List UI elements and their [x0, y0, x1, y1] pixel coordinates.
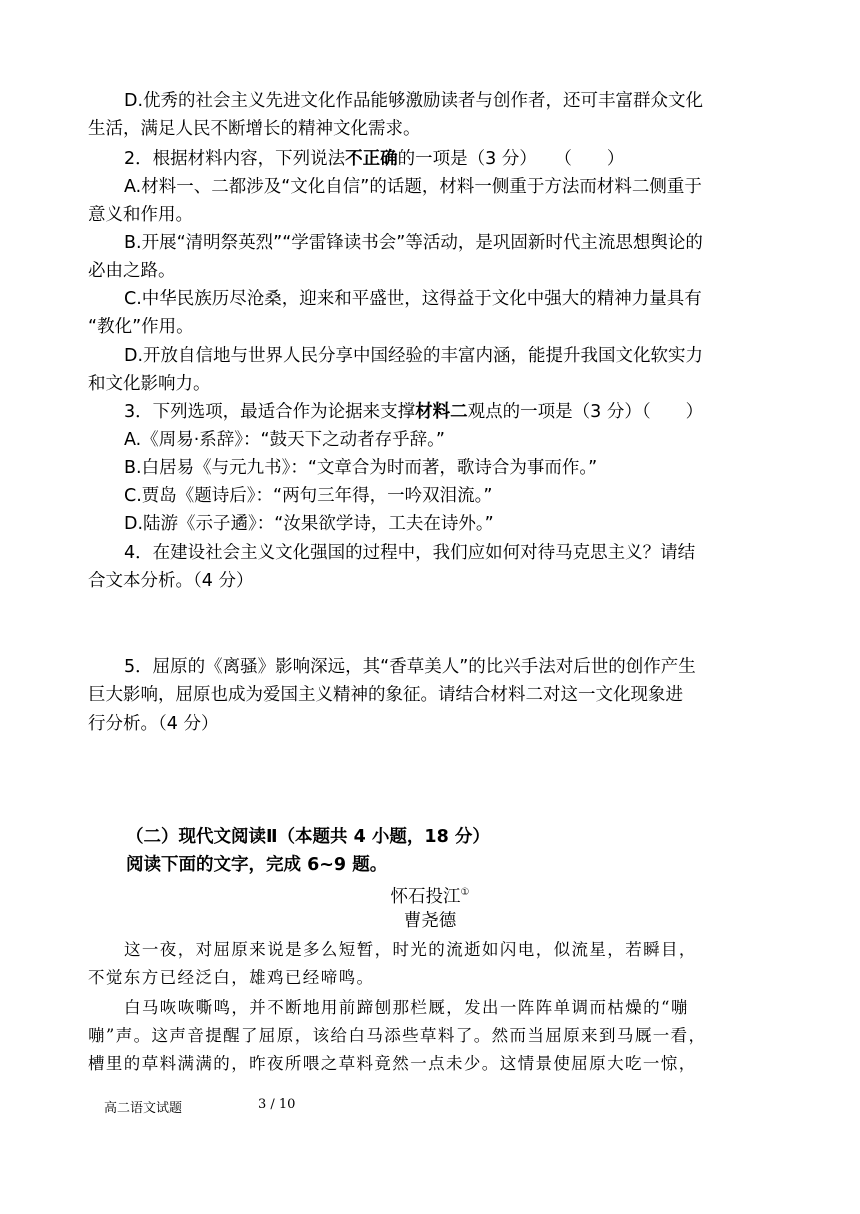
- footer-title: 高二语文试题: [104, 1101, 183, 1116]
- q3-stem-end: 观点的一项是（3 分）（ ）: [467, 402, 704, 422]
- article-paragraph-2-line2: 嘣”声。这声音提醒了屈原，该给白马添些草料了。然而当屈原来到马厩一看，: [88, 1026, 707, 1045]
- q2-stem-start: 2．根据材料内容，下列说法: [124, 149, 346, 169]
- q3-stem-emphasis: 材料二: [415, 402, 468, 422]
- q3-option-a: A.《周易·系辞》：“鼓天下之动者存乎辞。”: [124, 430, 445, 450]
- q2-option-c-line1: C.中华民族历尽沧桑，迎来和平盛世，这得益于文化中强大的精神力量具有: [124, 289, 702, 309]
- q2-stem-emphasis: 不正确: [345, 149, 398, 169]
- question-2: [124, 146, 624, 172]
- article-title: [0, 880, 860, 910]
- q2-option-b-line1: B.开展“清明祭英烈”“学雷锋读书会”等活动，是巩固新时代主流思想舆论的: [124, 233, 703, 253]
- q2-option-b-line2: 必由之路。: [88, 261, 176, 281]
- q1-option-d-line2: 生活，满足人民不断增长的精神文化需求。: [88, 119, 421, 139]
- article-title-text: 怀石投江: [390, 886, 461, 907]
- section-instruction: 阅读下面的文字，完成 6~9 题。: [126, 855, 388, 875]
- article-paragraph-1-line1: 这一夜，对屈原来说是多么短暂，时光的流逝如闪电，似流星，若瞬目，: [124, 940, 697, 959]
- q3-option-b: B.白居易《与元九书》：“文章合为时而著，歌诗合为事而作。”: [124, 458, 598, 478]
- article-paragraph-1-line2: 不觉东方已经泛白，雄鸡已经啼鸣。: [88, 968, 375, 987]
- q1-option-d-line1: D.优秀的社会主义先进文化作品能够激励读者与创作者，还可丰富群众文化: [124, 91, 704, 111]
- q3-stem-start: 3．下列选项，最适合作为论据来支撑: [124, 402, 416, 422]
- footer-page-number: 3 / 10: [258, 1097, 296, 1112]
- article-paragraph-2-line1: 白马咴咴嘶鸣，并不断地用前蹄刨那栏厩，发出一阵阵单调而枯燥的“嘣: [124, 998, 689, 1017]
- article-paragraph-2-line3: 槽里的草料满满的，昨夜所喂之草料竟然一点未少。这情景使屈原大吃一惊，: [88, 1054, 697, 1073]
- q2-option-a-line1: A.材料一、二都涉及“文化自信”的话题，材料一侧重于方法而材料二侧重于: [124, 177, 702, 197]
- question-5-line2: 巨大影响，屈原也成为爱国主义精神的象征。请结合材料二对这一文化现象进: [88, 685, 683, 705]
- q2-option-d-line1: D.开放自信地与世界人民分享中国经验的丰富内涵，能提升我国文化软实力: [124, 346, 704, 366]
- q2-option-a-line2: 意义和作用。: [88, 205, 193, 225]
- question-3: [124, 399, 703, 425]
- q2-stem-end: 的一项是（3 分） （ ）: [397, 149, 625, 169]
- question-5-line3: 行分析。（4 分）: [88, 714, 219, 734]
- question-4-line2: 合文本分析。（4 分）: [88, 571, 254, 591]
- q3-option-c: C.贾岛《题诗后》：“两句三年得，一吟双泪流。”: [124, 486, 493, 506]
- footnote-marker: ①: [460, 887, 470, 898]
- question-4-line1: 4．在建设社会主义文化强国的过程中，我们应如何对待马克思主义？请结: [124, 543, 696, 563]
- q3-option-d: D.陆游《示子遹》：“汝果欲学诗，工夫在诗外。”: [124, 514, 494, 534]
- q2-option-c-line2: “教化”作用。: [88, 317, 194, 337]
- article-author: 曹尧德: [403, 911, 457, 931]
- q2-option-d-line2: 和文化影响力。: [88, 374, 211, 394]
- question-5-line1: 5．屈原的《离骚》影响深远，其“香草美人”的比兴手法对后世的创作产生: [124, 657, 696, 677]
- section-heading: （二）现代文阅读Ⅱ（本题共 4 小题，18 分）: [126, 827, 490, 847]
